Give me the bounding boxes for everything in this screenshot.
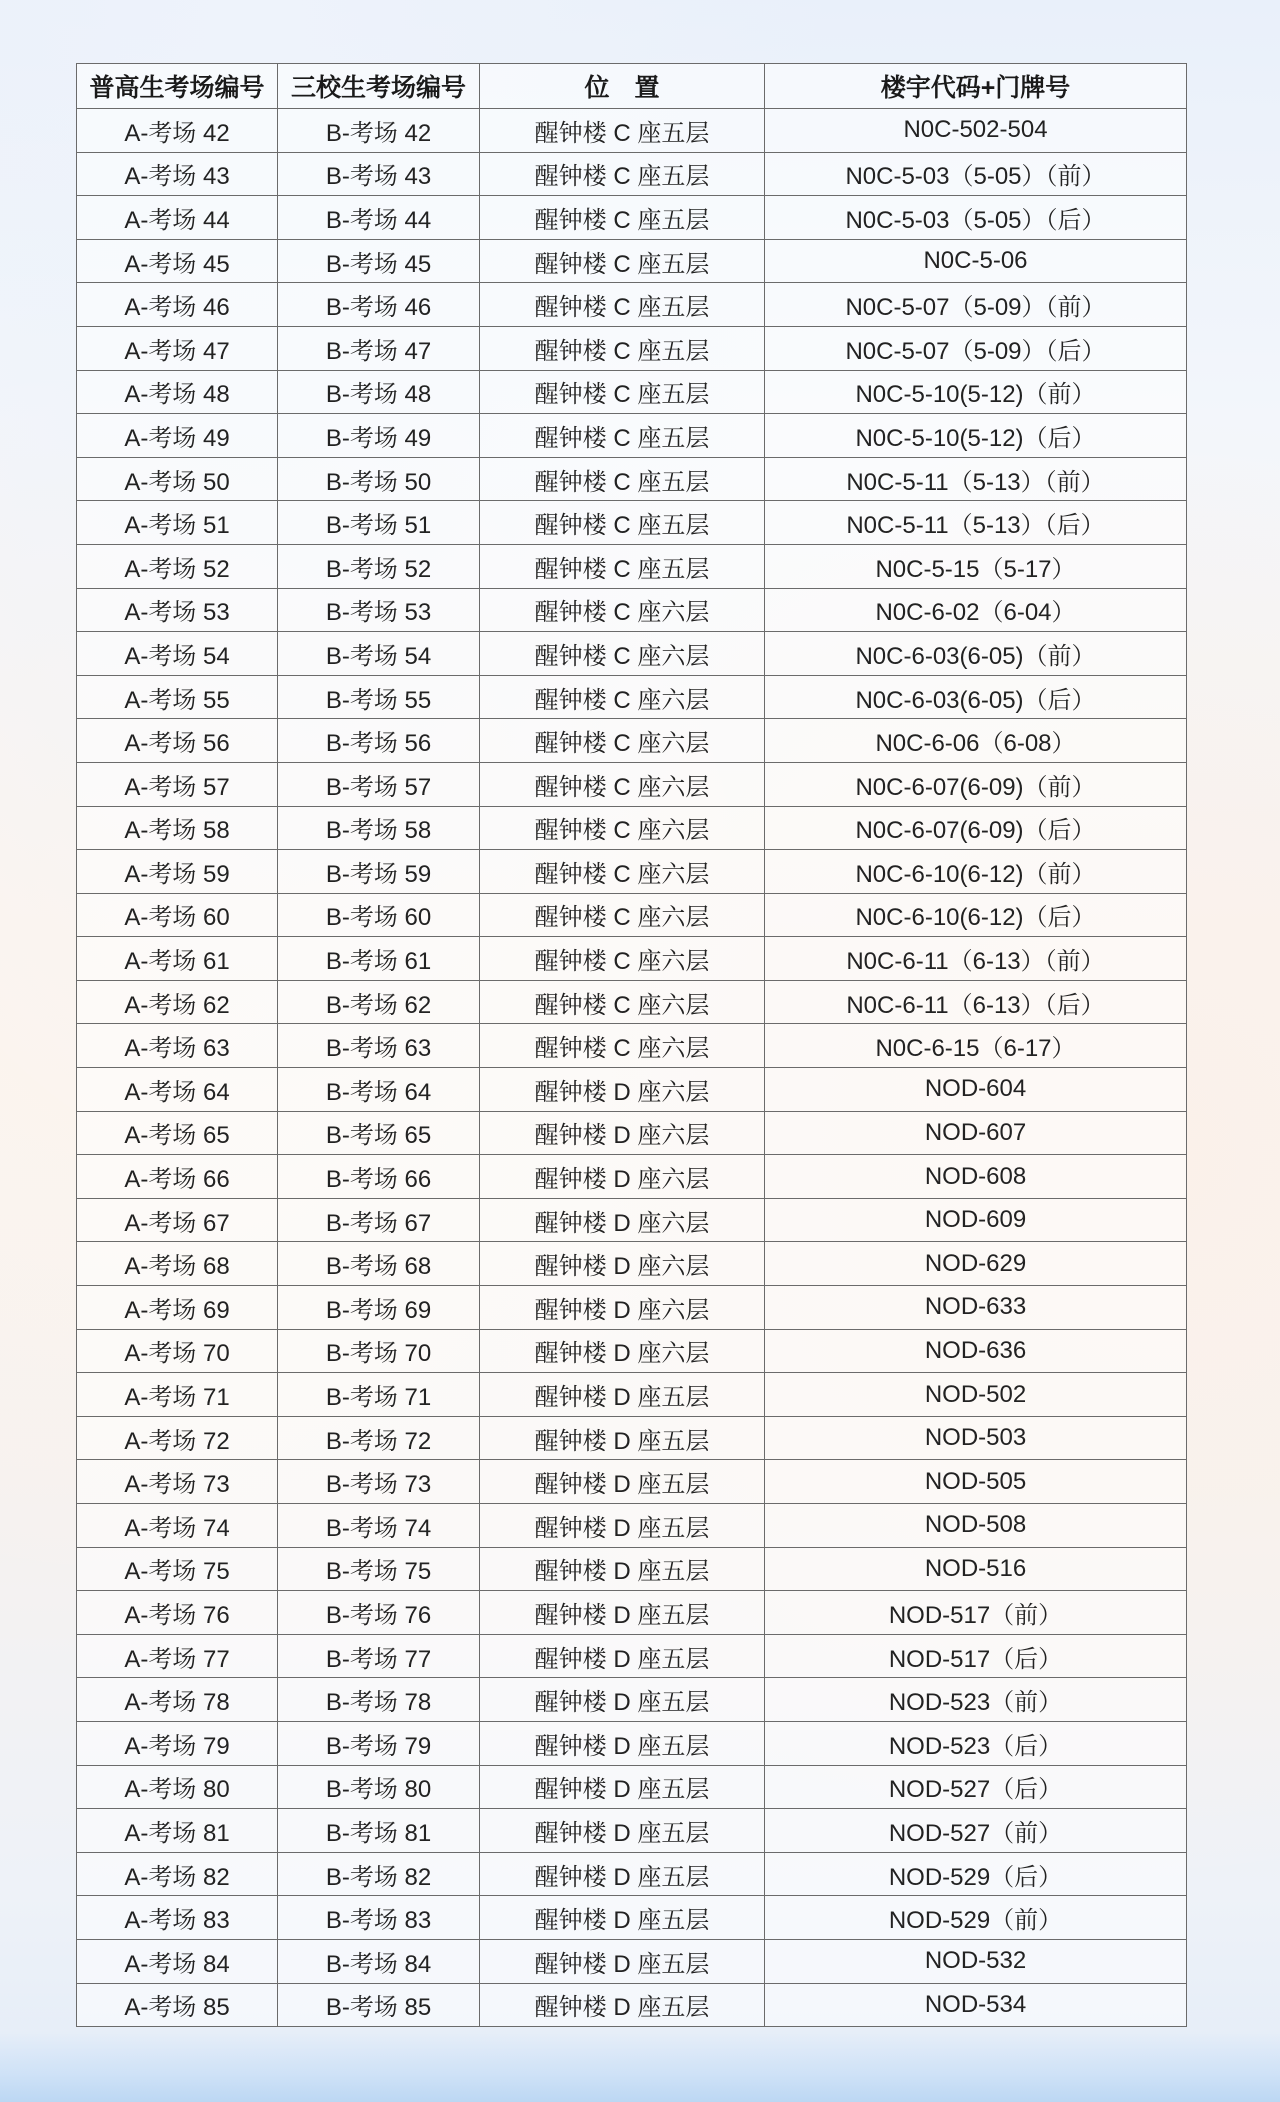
cell-putong-room: A-考场 68	[77, 1242, 278, 1286]
cell-putong-room: A-考场 63	[77, 1024, 278, 1068]
cell-putong-room: A-考场 78	[77, 1678, 278, 1722]
table-row	[77, 1721, 1187, 1765]
cell-sanxiao-room: B-考场 60	[278, 893, 480, 937]
cell-building-code: NOD-517（后）	[765, 1634, 1187, 1678]
cell-building-code: NOD-527（前）	[765, 1809, 1187, 1853]
cell-sanxiao-room: B-考场 71	[278, 1373, 480, 1417]
cell-building-code: NOD-505	[765, 1460, 1187, 1504]
cell-building-code: N0C-6-11（6-13）（后）	[765, 980, 1187, 1024]
cell-location: 醒钟楼 C 座五层	[480, 152, 765, 196]
table-row	[77, 1939, 1187, 1983]
cell-location: 醒钟楼 C 座六层	[480, 980, 765, 1024]
bottom-decoration	[0, 2032, 1280, 2102]
cell-putong-room: A-考场 61	[77, 937, 278, 981]
cell-putong-room: A-考场 48	[77, 370, 278, 414]
cell-putong-room: A-考场 80	[77, 1765, 278, 1809]
cell-location: 醒钟楼 D 座五层	[480, 1721, 765, 1765]
cell-putong-room: A-考场 55	[77, 675, 278, 719]
cell-sanxiao-room: B-考场 53	[278, 588, 480, 632]
cell-putong-room: A-考场 45	[77, 239, 278, 283]
table-row	[77, 1547, 1187, 1591]
table-row	[77, 1591, 1187, 1635]
cell-building-code: N0C-502-504	[765, 109, 1187, 153]
cell-putong-room: A-考场 50	[77, 457, 278, 501]
cell-putong-room: A-考场 84	[77, 1939, 278, 1983]
cell-building-code: NOD-517（前）	[765, 1591, 1187, 1635]
table-row	[77, 937, 1187, 981]
cell-location: 醒钟楼 D 座六层	[480, 1329, 765, 1373]
header-row	[77, 64, 1187, 109]
cell-location: 醒钟楼 D 座五层	[480, 1678, 765, 1722]
cell-sanxiao-room: B-考场 52	[278, 544, 480, 588]
cell-sanxiao-room: B-考场 68	[278, 1242, 480, 1286]
cell-sanxiao-room: B-考场 44	[278, 196, 480, 240]
table-row	[77, 1068, 1187, 1112]
table-row	[77, 806, 1187, 850]
table-row	[77, 1504, 1187, 1548]
table-row	[77, 1852, 1187, 1896]
cell-putong-room: A-考场 83	[77, 1896, 278, 1940]
cell-building-code: N0C-6-11（6-13）（前）	[765, 937, 1187, 981]
cell-building-code: NOD-609	[765, 1198, 1187, 1242]
cell-sanxiao-room: B-考场 66	[278, 1155, 480, 1199]
cell-putong-room: A-考场 49	[77, 414, 278, 458]
cell-putong-room: A-考场 53	[77, 588, 278, 632]
cell-sanxiao-room: B-考场 65	[278, 1111, 480, 1155]
cell-location: 醒钟楼 D 座五层	[480, 1852, 765, 1896]
table-row	[77, 239, 1187, 283]
cell-building-code: NOD-636	[765, 1329, 1187, 1373]
cell-building-code: N0C-5-07（5-09）（前）	[765, 283, 1187, 327]
table-row	[77, 1111, 1187, 1155]
cell-location: 醒钟楼 D 座五层	[480, 1504, 765, 1548]
table-row	[77, 544, 1187, 588]
cell-sanxiao-room: B-考场 81	[278, 1809, 480, 1853]
cell-building-code: N0C-6-10(6-12)（前）	[765, 850, 1187, 894]
cell-putong-room: A-考场 70	[77, 1329, 278, 1373]
cell-location: 醒钟楼 C 座六层	[480, 806, 765, 850]
cell-putong-room: A-考场 51	[77, 501, 278, 545]
cell-putong-room: A-考场 42	[77, 109, 278, 153]
cell-sanxiao-room: B-考场 84	[278, 1939, 480, 1983]
cell-putong-room: A-考场 77	[77, 1634, 278, 1678]
cell-building-code: NOD-523（后）	[765, 1721, 1187, 1765]
cell-location: 醒钟楼 D 座五层	[480, 1765, 765, 1809]
cell-building-code: NOD-529（后）	[765, 1852, 1187, 1896]
table-row	[77, 283, 1187, 327]
cell-building-code: NOD-604	[765, 1068, 1187, 1112]
cell-location: 醒钟楼 C 座六层	[480, 632, 765, 676]
cell-putong-room: A-考场 54	[77, 632, 278, 676]
cell-putong-room: A-考场 58	[77, 806, 278, 850]
cell-building-code: N0C-5-11（5-13）（后）	[765, 501, 1187, 545]
cell-putong-room: A-考场 64	[77, 1068, 278, 1112]
cell-sanxiao-room: B-考场 62	[278, 980, 480, 1024]
cell-sanxiao-room: B-考场 55	[278, 675, 480, 719]
table-row	[77, 1155, 1187, 1199]
cell-putong-room: A-考场 76	[77, 1591, 278, 1635]
cell-putong-room: A-考场 66	[77, 1155, 278, 1199]
cell-sanxiao-room: B-考场 46	[278, 283, 480, 327]
cell-building-code: NOD-527（后）	[765, 1765, 1187, 1809]
cell-location: 醒钟楼 C 座六层	[480, 893, 765, 937]
cell-putong-room: A-考场 43	[77, 152, 278, 196]
cell-location: 醒钟楼 D 座六层	[480, 1068, 765, 1112]
cell-putong-room: A-考场 72	[77, 1416, 278, 1460]
cell-location: 醒钟楼 C 座五层	[480, 457, 765, 501]
cell-sanxiao-room: B-考场 75	[278, 1547, 480, 1591]
cell-putong-room: A-考场 65	[77, 1111, 278, 1155]
cell-sanxiao-room: B-考场 57	[278, 762, 480, 806]
cell-building-code: NOD-529（前）	[765, 1896, 1187, 1940]
cell-sanxiao-room: B-考场 74	[278, 1504, 480, 1548]
cell-putong-room: A-考场 56	[77, 719, 278, 763]
cell-sanxiao-room: B-考场 64	[278, 1068, 480, 1112]
cell-location: 醒钟楼 D 座六层	[480, 1155, 765, 1199]
exam-room-table	[76, 63, 1187, 2027]
cell-sanxiao-room: B-考场 42	[278, 109, 480, 153]
table-row	[77, 893, 1187, 937]
cell-sanxiao-room: B-考场 54	[278, 632, 480, 676]
cell-location: 醒钟楼 C 座五层	[480, 544, 765, 588]
cell-putong-room: A-考场 59	[77, 850, 278, 894]
cell-putong-room: A-考场 82	[77, 1852, 278, 1896]
exam-room-table-container	[76, 63, 1186, 2027]
cell-sanxiao-room: B-考场 47	[278, 326, 480, 370]
table-row	[77, 1983, 1187, 2027]
cell-sanxiao-room: B-考场 72	[278, 1416, 480, 1460]
cell-building-code: NOD-523（前）	[765, 1678, 1187, 1722]
cell-putong-room: A-考场 85	[77, 1983, 278, 2027]
cell-location: 醒钟楼 C 座六层	[480, 850, 765, 894]
cell-building-code: NOD-607	[765, 1111, 1187, 1155]
cell-sanxiao-room: B-考场 51	[278, 501, 480, 545]
cell-building-code: N0C-5-03（5-05）（前）	[765, 152, 1187, 196]
cell-building-code: N0C-6-10(6-12)（后）	[765, 893, 1187, 937]
table-row	[77, 588, 1187, 632]
cell-sanxiao-room: B-考场 48	[278, 370, 480, 414]
cell-putong-room: A-考场 44	[77, 196, 278, 240]
cell-location: 醒钟楼 C 座六层	[480, 762, 765, 806]
table-row	[77, 370, 1187, 414]
table-row	[77, 414, 1187, 458]
cell-putong-room: A-考场 57	[77, 762, 278, 806]
table-row	[77, 1373, 1187, 1417]
cell-sanxiao-room: B-考场 77	[278, 1634, 480, 1678]
cell-building-code: N0C-5-10(5-12)（后）	[765, 414, 1187, 458]
cell-building-code: N0C-5-07（5-09）（后）	[765, 326, 1187, 370]
cell-location: 醒钟楼 D 座五层	[480, 1591, 765, 1635]
cell-building-code: NOD-503	[765, 1416, 1187, 1460]
cell-sanxiao-room: B-考场 69	[278, 1286, 480, 1330]
cell-putong-room: A-考场 67	[77, 1198, 278, 1242]
table-row	[77, 1329, 1187, 1373]
cell-location: 醒钟楼 D 座六层	[480, 1111, 765, 1155]
cell-location: 醒钟楼 D 座六层	[480, 1242, 765, 1286]
cell-putong-room: A-考场 75	[77, 1547, 278, 1591]
cell-building-code: N0C-5-15（5-17）	[765, 544, 1187, 588]
cell-location: 醒钟楼 C 座五层	[480, 501, 765, 545]
table-row	[77, 1198, 1187, 1242]
table-row	[77, 980, 1187, 1024]
cell-building-code: N0C-6-06（6-08）	[765, 719, 1187, 763]
cell-location: 醒钟楼 C 座五层	[480, 109, 765, 153]
cell-location: 醒钟楼 C 座五层	[480, 283, 765, 327]
cell-building-code: N0C-6-03(6-05)（后）	[765, 675, 1187, 719]
cell-building-code: N0C-6-02（6-04）	[765, 588, 1187, 632]
table-row	[77, 1242, 1187, 1286]
cell-building-code: N0C-5-11（5-13）（前）	[765, 457, 1187, 501]
table-body	[77, 109, 1187, 2027]
cell-building-code: N0C-5-06	[765, 239, 1187, 283]
cell-building-code: NOD-502	[765, 1373, 1187, 1417]
cell-sanxiao-room: B-考场 67	[278, 1198, 480, 1242]
cell-putong-room: A-考场 81	[77, 1809, 278, 1853]
cell-putong-room: A-考场 46	[77, 283, 278, 327]
cell-putong-room: A-考场 69	[77, 1286, 278, 1330]
table-row	[77, 1024, 1187, 1068]
cell-location: 醒钟楼 C 座五层	[480, 326, 765, 370]
cell-sanxiao-room: B-考场 63	[278, 1024, 480, 1068]
cell-location: 醒钟楼 D 座六层	[480, 1286, 765, 1330]
cell-building-code: NOD-508	[765, 1504, 1187, 1548]
cell-sanxiao-room: B-考场 76	[278, 1591, 480, 1635]
cell-location: 醒钟楼 C 座六层	[480, 719, 765, 763]
table-row	[77, 1896, 1187, 1940]
cell-location: 醒钟楼 C 座六层	[480, 937, 765, 981]
cell-sanxiao-room: B-考场 49	[278, 414, 480, 458]
cell-sanxiao-room: B-考场 78	[278, 1678, 480, 1722]
table-row	[77, 326, 1187, 370]
cell-sanxiao-room: B-考场 50	[278, 457, 480, 501]
cell-building-code: N0C-6-07(6-09)（前）	[765, 762, 1187, 806]
cell-sanxiao-room: B-考场 79	[278, 1721, 480, 1765]
cell-location: 醒钟楼 D 座五层	[480, 1373, 765, 1417]
cell-putong-room: A-考场 52	[77, 544, 278, 588]
table-row	[77, 762, 1187, 806]
cell-sanxiao-room: B-考场 73	[278, 1460, 480, 1504]
table-row	[77, 109, 1187, 153]
cell-building-code: NOD-629	[765, 1242, 1187, 1286]
cell-sanxiao-room: B-考场 70	[278, 1329, 480, 1373]
cell-sanxiao-room: B-考场 43	[278, 152, 480, 196]
cell-location: 醒钟楼 C 座六层	[480, 1024, 765, 1068]
cell-location: 醒钟楼 D 座五层	[480, 1547, 765, 1591]
header-building-code: 楼宇代码+门牌号	[765, 64, 1187, 109]
header-putong-room-number: 普高生考场编号	[77, 64, 278, 109]
table-row	[77, 1416, 1187, 1460]
table-row	[77, 719, 1187, 763]
cell-putong-room: A-考场 62	[77, 980, 278, 1024]
table-row	[77, 1809, 1187, 1853]
table-row	[77, 1286, 1187, 1330]
cell-putong-room: A-考场 73	[77, 1460, 278, 1504]
cell-building-code: NOD-516	[765, 1547, 1187, 1591]
cell-location: 醒钟楼 C 座五层	[480, 239, 765, 283]
cell-sanxiao-room: B-考场 83	[278, 1896, 480, 1940]
cell-sanxiao-room: B-考场 61	[278, 937, 480, 981]
cell-location: 醒钟楼 D 座五层	[480, 1634, 765, 1678]
cell-putong-room: A-考场 74	[77, 1504, 278, 1548]
cell-sanxiao-room: B-考场 45	[278, 239, 480, 283]
cell-location: 醒钟楼 D 座五层	[480, 1460, 765, 1504]
table-row	[77, 501, 1187, 545]
table-row	[77, 1678, 1187, 1722]
cell-building-code: N0C-5-03（5-05）（后）	[765, 196, 1187, 240]
cell-location: 醒钟楼 D 座五层	[480, 1896, 765, 1940]
table-row	[77, 1460, 1187, 1504]
cell-location: 醒钟楼 D 座五层	[480, 1809, 765, 1853]
cell-location: 醒钟楼 D 座五层	[480, 1983, 765, 2027]
cell-sanxiao-room: B-考场 80	[278, 1765, 480, 1809]
header-sanxiao-room-number: 三校生考场编号	[278, 64, 480, 109]
cell-location: 醒钟楼 C 座六层	[480, 675, 765, 719]
cell-putong-room: A-考场 60	[77, 893, 278, 937]
cell-sanxiao-room: B-考场 58	[278, 806, 480, 850]
cell-location: 醒钟楼 D 座五层	[480, 1939, 765, 1983]
table-row	[77, 675, 1187, 719]
table-row	[77, 1634, 1187, 1678]
cell-putong-room: A-考场 71	[77, 1373, 278, 1417]
cell-building-code: N0C-5-10(5-12)（前）	[765, 370, 1187, 414]
cell-sanxiao-room: B-考场 59	[278, 850, 480, 894]
cell-putong-room: A-考场 47	[77, 326, 278, 370]
cell-location: 醒钟楼 C 座五层	[480, 370, 765, 414]
cell-building-code: NOD-532	[765, 1939, 1187, 1983]
cell-building-code: NOD-534	[765, 1983, 1187, 2027]
cell-location: 醒钟楼 C 座五层	[480, 414, 765, 458]
cell-sanxiao-room: B-考场 56	[278, 719, 480, 763]
cell-building-code: N0C-6-03(6-05)（前）	[765, 632, 1187, 676]
header-location: 位 置	[480, 64, 765, 109]
table-row	[77, 632, 1187, 676]
table-row	[77, 152, 1187, 196]
table-row	[77, 1765, 1187, 1809]
cell-location: 醒钟楼 D 座五层	[480, 1416, 765, 1460]
table-row	[77, 457, 1187, 501]
cell-location: 醒钟楼 D 座六层	[480, 1198, 765, 1242]
table-header	[77, 64, 1187, 109]
cell-sanxiao-room: B-考场 82	[278, 1852, 480, 1896]
cell-location: 醒钟楼 C 座五层	[480, 196, 765, 240]
cell-putong-room: A-考场 79	[77, 1721, 278, 1765]
table-row	[77, 850, 1187, 894]
cell-building-code: N0C-6-07(6-09)（后）	[765, 806, 1187, 850]
cell-sanxiao-room: B-考场 85	[278, 1983, 480, 2027]
cell-building-code: NOD-633	[765, 1286, 1187, 1330]
cell-building-code: NOD-608	[765, 1155, 1187, 1199]
cell-building-code: N0C-6-15（6-17）	[765, 1024, 1187, 1068]
table-row	[77, 196, 1187, 240]
cell-location: 醒钟楼 C 座六层	[480, 588, 765, 632]
